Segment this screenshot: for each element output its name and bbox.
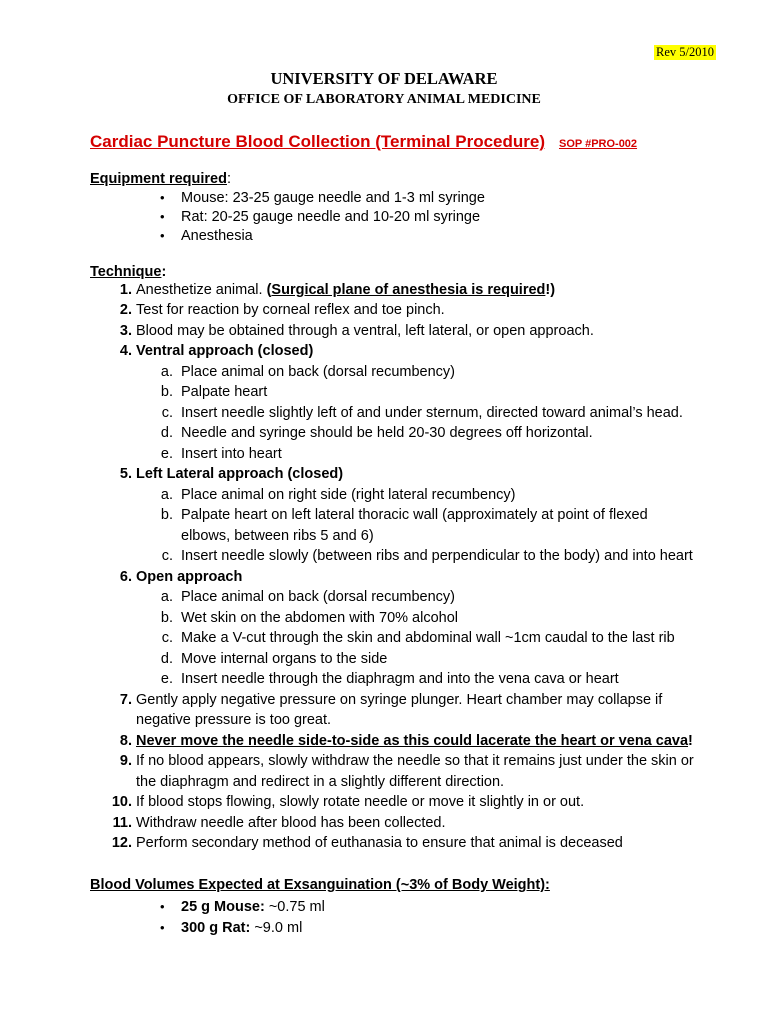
volumes-heading: Blood Volumes Expected at Exsanguination (~3% of Body Weight): [90, 877, 550, 893]
step-5b: b. Palpate heart on left lateral thoracic wall (approximately at point of flexed [160, 507, 648, 523]
step-8-warning: 8. Never move the needle side-to-side as this could lacerate the heart or vena cava! [119, 733, 693, 749]
bullet-icon: • [160, 920, 165, 935]
step-7: 7. Gently apply negative pressure on syringe plunger. Heart chamber may collapse if [119, 692, 663, 708]
step-6c: c. Make a V-cut through the skin and abdominal wall ~1cm caudal to the last rib [161, 630, 675, 646]
step-5c: c. Insert needle slowly (between ribs and perpendicular to the body) and into heart [161, 548, 693, 564]
step-11: 11. Withdraw needle after blood has been collected. [112, 815, 446, 831]
bullet-icon: • [160, 899, 165, 914]
step-5a: a. Place animal on right side (right lateral recumbency) [160, 487, 516, 503]
step-7-cont: negative pressure is too great. [136, 712, 332, 728]
step-4e: e. Insert into heart [160, 446, 282, 462]
step-6: 6. Open approach [119, 569, 243, 585]
equipment-item: • Rat: 20-25 gauge needle and 10-20 ml syringe [160, 209, 481, 225]
step-6d: d. Move internal organs to the side [160, 651, 388, 667]
bullet-icon: • [160, 190, 165, 205]
step-6b: b. Wet skin on the abdomen with 70% alcohol [160, 610, 459, 626]
step-2: 2. Test for reaction by corneal reflex and toe pinch. [119, 302, 445, 318]
bullet-icon: • [160, 209, 165, 224]
step-6e: e. Insert needle through the diaphragm and into the vena cava or heart [160, 671, 619, 687]
title-main: Cardiac Puncture Blood Collection (Terminal Procedure) [90, 132, 545, 151]
step-9: 9. If no blood appears, slowly withdraw the needle so that it remains just under the skin or [119, 753, 694, 769]
step-6a: a. Place animal on back (dorsal recumbency) [160, 589, 456, 605]
step-3: 3. Blood may be obtained through a ventral, left lateral, or open approach. [119, 323, 594, 339]
step-1: 1. Anesthetize animal. (Surgical plane of anesthesia is required!) [119, 282, 556, 298]
technique-heading: Technique: [90, 264, 167, 280]
step-9-cont: the diaphragm and redirect in a slightly different direction. [136, 774, 505, 790]
step-10: 10. If blood stops flowing, slowly rotate needle or move it slightly in or out. [111, 794, 585, 810]
bullet-icon: • [160, 228, 165, 243]
university-name: UNIVERSITY OF DELAWARE [270, 69, 498, 88]
step-4a: a. Place animal on back (dorsal recumbency) [160, 364, 456, 380]
revision-label: Rev 5/2010 [656, 45, 714, 59]
equipment-item: • Anesthesia [160, 228, 253, 244]
step-4d: d. Needle and syringe should be held 20-30 degrees off horizontal. [160, 425, 593, 441]
equipment-heading: Equipment required: [90, 171, 231, 187]
step-4b: b. Palpate heart [160, 384, 268, 400]
volume-item-rat: • 300 g Rat: ~9.0 ml [160, 920, 303, 936]
step-5b-cont: elbows, between ribs 5 and 6) [181, 528, 374, 544]
step-12: 12. Perform secondary method of euthanasia to ensure that animal is deceased [111, 835, 623, 851]
step-5: 5. Left Lateral approach (closed) [119, 466, 344, 482]
document-title [90, 132, 637, 152]
step-4: 4. Ventral approach (closed) [119, 343, 314, 359]
equipment-item: • Mouse: 23-25 gauge needle and 1-3 ml syringe [160, 190, 485, 206]
step-4c: c. Insert needle slightly left of and under sternum, directed toward animal’s head. [161, 405, 683, 421]
volume-item-mouse: • 25 g Mouse: ~0.75 ml [160, 899, 325, 915]
office-name: OFFICE OF LABORATORY ANIMAL MEDICINE [227, 92, 541, 107]
sop-number: SOP #PRO-002 [558, 138, 638, 150]
